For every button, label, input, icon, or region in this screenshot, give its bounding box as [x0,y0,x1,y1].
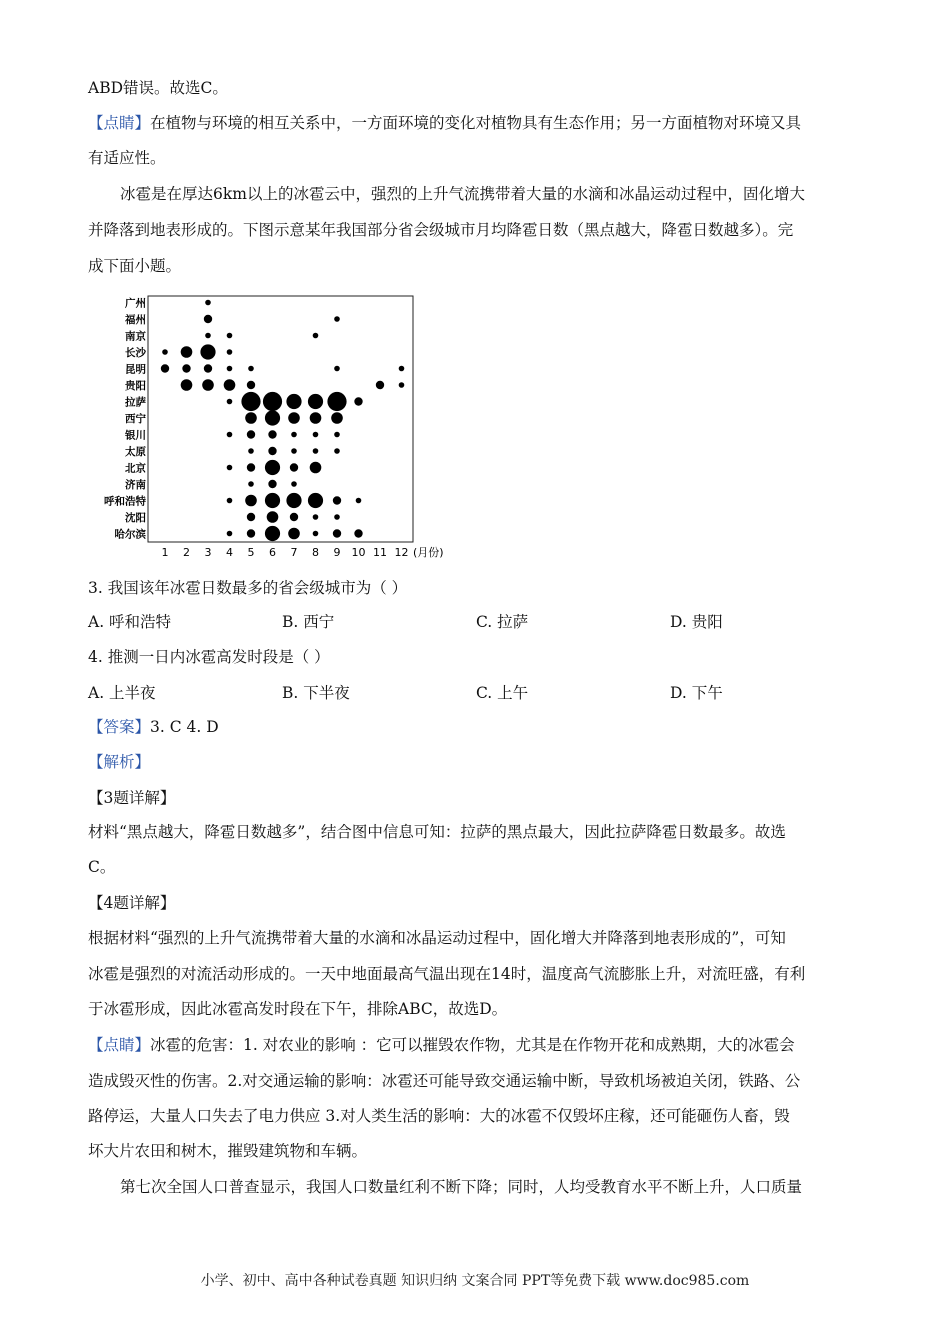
hail-dot [288,528,300,540]
hail-dot [291,448,297,454]
hail-dot [286,394,301,409]
analysis-tag: 【解析】 [88,753,151,771]
hail-dot [333,496,341,504]
hail-dot [308,493,323,508]
month-tick-label: 12 [394,546,409,559]
q4-option-b[interactable]: B. 下半夜 [282,684,350,702]
hail-dot [204,364,212,372]
hail-dot [247,381,255,389]
q3-option-b[interactable]: B. 西宁 [282,613,335,631]
hail-dot [247,513,255,521]
hail-dot [268,447,276,455]
q4-detail-tag: 【4题详解】 [88,894,176,912]
city-label: 北京 [125,462,146,475]
hail-dot [334,316,340,322]
hail-dot [354,529,362,537]
city-label: 哈尔滨 [114,528,146,541]
q3-detail-line2: C。 [88,858,116,876]
page-footer: 小学、初中、高中各种试卷真题 知识归纳 文案合同 PPT等免费下载 www.doc985.com [200,1273,750,1289]
month-tick-label: 1 [161,546,169,559]
hail-dot [376,381,384,389]
hail-dot [268,480,276,488]
hail-dot [291,481,297,487]
hail-dot [247,430,255,438]
tip2-text: 冰雹的危害：1. 对农业的影响 ：它可以摧毁农作物，尤其是在作物开花和成熟期，大的冰雹会 [150,1036,795,1054]
hail-dot [356,498,362,504]
hail-dot [247,463,255,471]
tip-paragraph-line2: 有适应性。 [88,149,166,167]
hail-dot [162,349,168,355]
hail-days-chart [100,290,460,562]
hail-dot [313,333,319,339]
hail-dot [248,448,254,454]
hail-dot [227,465,233,471]
city-labels [104,297,146,541]
city-label: 福州 [125,314,146,326]
hail-dot [308,394,323,409]
hail-dot [182,364,190,372]
prev-answer-line: ABD错误。故选C。 [88,79,228,97]
hail-dot [227,349,233,355]
hail-dot [290,513,298,521]
next-material-line1: 第七次全国人口普查显示，我国人口数量红利不断下降；同时，人均受教育水平不断上升，人口质量 [120,1178,803,1196]
hail-dot [354,397,362,405]
tip-paragraph-line1 [88,113,801,133]
city-label: 拉萨 [125,396,146,409]
hail-dot [313,448,319,454]
q4-detail-line1: 根据材料“强烈的上升气流携带着大量的水滴和冰晶运动过程中，固化增大并降落到地表形成的”，可知 [88,929,786,947]
city-label: 呼和浩特 [104,495,146,508]
tip2-line3: 路停运，大量人口失去了电力供应 3.对人类生活的影响：大的冰雹不仅毁坏庄稼，还可能砸伤人畜，毁 [88,1107,790,1125]
hail-dot [310,462,322,474]
city-label: 昆明 [125,363,146,376]
hail-dot [181,346,193,358]
material-line3: 成下面小题。 [88,257,182,275]
hail-dot [202,379,214,391]
q3-detail-tag: 【3题详解】 [88,789,176,807]
hail-dot [399,382,405,388]
q3-option-a[interactable]: A. 呼和浩特 [88,613,172,631]
month-tick-label: 11 [373,546,387,559]
month-tick-label: 5 [247,546,255,559]
material-line1: 冰雹是在厚达6km以上的冰雹云中，强烈的上升气流携带着大量的水滴和冰晶运动过程中，固化增大 [120,185,805,203]
hail-dot [286,493,301,508]
hail-dot [334,432,340,438]
chart-frame [148,296,413,542]
tip-tag: 【点睛】 [88,114,151,132]
hail-dot [334,514,340,520]
month-labels [162,546,409,559]
hail-dot [263,392,282,411]
hail-dot [313,531,319,537]
hail-dot [227,399,233,405]
month-tick-label: 7 [290,546,298,559]
month-tick-label: 2 [183,546,190,559]
hail-dot [265,493,280,508]
hail-dot [161,364,169,372]
hail-dot [265,410,280,425]
tip2-line4: 坏大片农田和树木，摧毁建筑物和车辆。 [88,1142,368,1160]
city-label: 济南 [125,479,146,491]
hail-dots [161,300,405,541]
hail-dot [265,526,280,541]
hail-dot [181,379,193,391]
hail-dot [399,366,405,372]
hail-dot [227,531,233,537]
hail-dot [334,366,340,372]
hail-dot [313,432,319,438]
q4-detail-line2: 冰雹是强烈的对流活动形成的。一天中地面最高气温出现在14时，温度高气流膨胀上升，对流旺盛，有利 [88,965,806,983]
month-tick-label: 8 [312,546,319,559]
hail-dot [333,529,341,537]
hail-dot [265,460,280,475]
hail-dot [224,379,236,391]
hail-dot [290,463,298,471]
material-line2: 并降落到地表形成的。下图示意某年我国部分省会级城市月均降雹日数（黑点越大，降雹日数越多）。完 [88,221,794,239]
hail-dot [227,498,233,504]
month-tick-label: 4 [226,546,233,559]
tip2-line2: 造成毁灭性的伤害。2.对交通运输的影响：冰雹还可能导致交通运输中断，导致机场被迫关闭，铁路、公 [88,1072,801,1090]
hail-dot [334,448,340,454]
hail-dot [245,412,257,424]
q4-detail-line3: 于冰雹形成，因此冰雹高发时段在下午，排除ABC，故选D。 [88,1000,508,1018]
month-tick-label: 9 [333,546,341,559]
hail-dot [331,412,343,424]
tip-text: 在植物与环境的相互关系中，一方面环境的变化对植物具有生态作用；另一方面植物对环境又具 [150,114,802,132]
q4-option-c[interactable]: C. 上午 [476,684,529,702]
city-label: 长沙 [125,347,146,359]
city-label: 贵阳 [125,380,146,392]
hail-dot [248,366,254,372]
month-tick-label: 10 [351,546,366,559]
hail-dot [313,514,319,520]
tip2-line1 [88,1035,795,1055]
tip2-tag: 【点睛】 [88,1036,151,1054]
q3-option-c[interactable]: C. 拉萨 [476,613,529,631]
hail-dot [327,392,346,411]
q4-option-a[interactable]: A. 上半夜 [88,684,156,702]
hail-dot [227,333,233,339]
hail-dot [205,300,211,306]
city-label: 太原 [125,446,146,458]
hail-dot [248,481,254,487]
city-label: 沈阳 [125,512,146,524]
hail-dot [205,333,211,339]
hail-dot [204,315,212,323]
hail-dot [288,412,300,424]
answer-tag: 【答案】 [88,718,151,736]
x-axis-unit-label: (月份) [413,546,444,559]
hail-dot [241,392,260,411]
city-label: 南京 [125,330,146,343]
city-label: 银川 [125,429,146,442]
q4-stem: 4. 推测一日内冰雹高发时段是（ ） [88,648,330,666]
hail-dot [310,412,322,424]
answer-text: 3. C 4. D [150,718,219,736]
answer-line [88,717,219,737]
hail-dot [291,432,297,438]
month-tick-label: 3 [204,546,212,559]
q3-option-d[interactable]: D. 贵阳 [670,613,723,631]
hail-dot [227,366,233,372]
hail-dot [227,432,233,438]
hail-dot [200,344,215,359]
city-label: 广州 [125,297,146,310]
q3-detail-line1: 材料“黑点越大，降雹日数越多”，结合图中信息可知：拉萨的黑点最大，因此拉萨降雹日数最多。故选 [88,823,786,841]
hail-dot [245,495,257,507]
q3-stem: 3. 我国该年冰雹日数最多的省会级城市为（ ） [88,579,408,597]
hail-dot [247,529,255,537]
hail-dot [267,511,279,523]
hail-dot [268,430,276,438]
city-label: 西宁 [125,413,146,425]
month-tick-label: 6 [269,546,276,559]
q4-option-d[interactable]: D. 下午 [670,684,723,702]
